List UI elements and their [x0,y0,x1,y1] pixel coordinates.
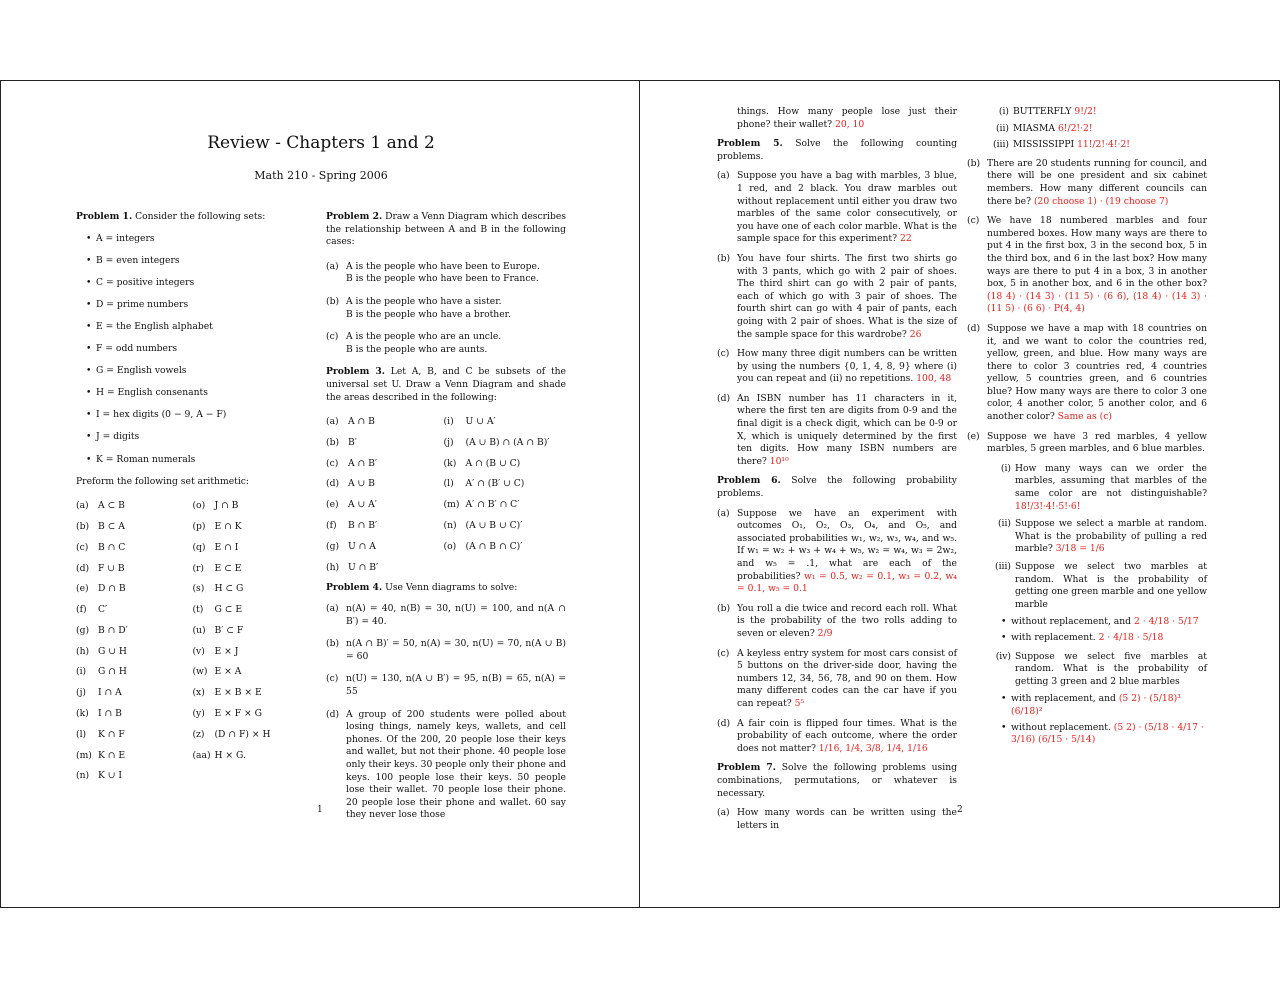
item-expression: (A ∩ B ∩ C)′ [465,540,523,552]
arith-item [76,500,192,513]
arith-item [192,521,301,534]
problem-item: (b) There are 20 students running for council, and there will be one president and six cabinet members. How many different councils can there be? (20 choose 1) · (19 choose 7) [967,157,1207,207]
answer: 5⁵ [794,697,805,709]
venn-case [326,331,566,356]
case-line-b: B is the people who have been to France. [346,273,539,285]
bullet: • [86,343,92,355]
problems-5-7 [717,106,957,839]
item-label: (j) [76,687,87,699]
case-text [346,331,566,356]
answer: w₁ = 0.5, w₂ = 0.1, w₃ = 0.2, w₄ = 0.1, w₅ = 0.1 [737,570,958,595]
item-expression: H × G. [214,749,246,761]
set-definition: C = positive integers [96,276,195,288]
problem-intro: Let A, B, and C be subsets of the universal set U. Draw a Venn Diagram and shade the areas described in the following: [326,366,566,403]
arith-item [76,666,192,679]
item-label: (w) [192,666,208,678]
item-label: (l) [443,478,454,490]
item-label: (f) [76,604,87,616]
item-expression: E ⊂ E [214,562,242,574]
arith-item [76,542,192,555]
problem-intro: Solve the following counting problems. [717,138,957,162]
set-definition: B = even integers [96,254,180,266]
item-label: (z) [192,728,205,740]
arith-item [192,500,301,513]
problem-item: (a) How many words can be written using the letters in [717,807,957,831]
shade-item [444,499,566,512]
item-expression: C′ [98,604,108,616]
item-expression: I ∩ A [98,687,122,699]
answer: (18 4) · (14 3) · (11 5) · (6 6), [987,290,1130,302]
set-item [86,299,301,312]
bullet: • [86,365,92,377]
item-label: (a) [76,500,89,512]
shade-item [326,478,444,491]
item-label: (h) [326,561,340,573]
item-text: n(A ∩ B)′ = 50, n(A) = 30, n(U) = 70, n(A ∪ B) = 60 [346,638,566,662]
set-item [86,454,301,467]
arith-item [192,729,301,742]
problem-heading: Problem 3. [326,366,385,378]
item-expression: G ⊂ E [214,604,243,616]
word-line [1013,123,1207,136]
item-label: (b) [326,295,340,307]
set-item [86,233,301,246]
answer: 3/18 = 1/6 [1055,543,1105,555]
arith-item [76,646,192,659]
item-expression: U ∩ A [348,540,376,552]
item-expression: U ∪ A′ [465,416,496,428]
item-expression: K ∩ E [98,749,126,761]
item-expression: A ∩ B′ [348,457,378,469]
problem-heading: Problem 1. [76,211,133,222]
shade-item [444,520,566,533]
set-definition: F = odd numbers [96,343,178,355]
item-expression: A ∩ B [348,416,375,428]
venn-problem [326,673,566,698]
answer: (18 4) · (14 3) · (11 5) · (6 6) · P(4, 4) [987,290,1207,315]
item-expression: D ∩ B [98,583,126,595]
answer: 6!/2!·2! [1057,122,1093,134]
problem-intro: Solve the following probability problems. [717,475,957,500]
item-label: (c) [76,541,89,553]
item-label: (m) [443,499,460,511]
problem-item: (d) An ISBN number has 11 characters in it, where the first ten are digits from 0-9 and the final digit is a check digit, which can be 0-9 or X, which is uniquely determined by the first ten digits. How many ISBN numbers are there? 10¹⁰ [717,392,957,467]
bullet: • [86,298,92,310]
arith-item [192,625,301,638]
answer: 2 · 4/18 · 5/17 [1133,616,1199,628]
item-expression: F ∪ B [98,562,125,574]
problem-heading: Problem 6. [717,475,781,487]
item-label: (a) [326,260,339,272]
item-label: (a) [326,416,339,428]
answer: 18!/3!·4!·5!·6! [1015,500,1081,512]
problem-item: (a) Suppose you have a bag with marbles, 3 blue, 1 red, and 2 black. You draw marbles out without replacement until either you draw two marbles of the same color consecutively, or you have one of each color marble. What is the sample space for this experiment? 22 [717,170,957,245]
answer: 20, 10 [835,118,865,130]
continued-text: things. How many people lose just their phone? their wallet? [737,106,957,130]
problem-intro: Use Venn diagrams to solve: [385,582,518,594]
item-label: (b) [326,638,340,650]
arith-item [76,521,192,534]
set-list [76,233,301,467]
word: BUTTERFLY [1013,106,1072,117]
set-item [86,409,301,422]
item-label: (f) [326,520,337,532]
item-expression: E × J [214,645,239,657]
case-text [346,261,566,286]
item-label: (k) [76,708,89,720]
problem-item: (b) You roll a die twice and record each roll. What is the probability of the two rolls adding to seven or eleven? 2/9 [717,602,957,639]
problem-item: (d) Suppose we have a map with 18 countries on it, and we want to color the countries red, yellow, green, and blue. How many ways are there to color 3 countries red, 4 countries yellow, 5 countries green, and 6 countries blue? How many ways are there to color 3 one color, 4 another color, 5 another color, and 6 another color? Same as (c) [967,322,1207,423]
answer: 100, 48 [916,373,952,385]
item-expression: A′ ∩ (B′ ∪ C) [465,478,525,490]
item-expression: E ∩ I [214,541,239,553]
bullet: • [86,232,92,244]
item-expression: (A ∪ B ∪ C)′ [465,520,523,532]
item-label: (e) [326,499,339,511]
arith-item [192,542,301,555]
item-expression: A ∩ (B ∪ C) [465,457,521,469]
arith-item [76,708,192,721]
item-text: n(A) = 40, n(B) = 30, n(U) = 100, and n(A ∩ B′) = 40. [346,602,566,627]
item-label: (x) [192,687,205,699]
item-label: (n) [76,770,90,782]
bullet: • [86,387,92,399]
item-expression: K ∪ I [98,770,123,782]
venn-problem [326,638,566,663]
set-definition: G = English vowels [96,365,187,377]
problem-item: (c) A keyless entry system for most cars consist of 5 buttons on the driver-side door, having the numbers 12, 34, 56, 78, and 90 on them. How many different codes can the car have if you can repeat? 5⁵ [717,647,957,709]
item-label: (r) [192,562,205,574]
arith-item [76,687,192,700]
bullet: • [86,276,92,288]
arith-item [192,750,301,763]
item-label: (q) [192,541,206,553]
venn-problem [326,709,566,822]
bullet: • [86,453,92,465]
arith-item [76,729,192,742]
item-label: (g) [76,624,90,636]
item-label: (c) [326,673,339,685]
set-definition: H = English consenants [96,387,208,399]
page-number: 2 [957,805,963,815]
bullet: • [86,409,92,421]
venn-case [326,296,566,321]
item-text: n(U) = 130, n(A ∪ B′) = 95, n(B) = 65, n(A) = 55 [346,673,566,697]
answer: (5 2) · (5/18)³ (6/18)² [1011,693,1181,717]
word-item [985,139,1207,152]
item-expression: (A ∪ B) ∩ (A ∩ B)′ [465,436,550,448]
answer: 22 [899,233,912,245]
item-expression: H ⊂ G [214,583,244,595]
set-definition: E = the English alphabet [96,320,213,332]
problem-intro: Draw a Venn Diagram which describes the relationship between A and B in the following cases: [326,211,566,248]
shade-item [326,562,444,575]
word-item [985,123,1207,136]
answer: 2 · 4/18 · 5/18 [1098,631,1164,643]
problem-heading: Problem 5. [717,138,783,150]
item-label: (c) [326,331,339,343]
item-label: (g) [326,540,340,552]
item-expression: B ⊂ A [98,521,125,532]
page-number: 1 [317,805,323,815]
item-expression: B′ [348,436,357,448]
item-expression: U ∩ B′ [348,561,379,573]
arith-item [76,750,192,763]
item-label: (ii) [995,122,1009,134]
item-expression: I ∩ B [98,708,122,720]
item-label: (a) [326,602,339,614]
word-line [1013,139,1207,152]
shade-item [326,520,444,533]
item-label: (d) [326,708,340,720]
arith-list-right [192,500,301,791]
page-2 [639,80,1280,908]
item-label: (b) [76,521,90,532]
item-expression: J ∩ B [214,500,239,512]
arith-item [192,563,301,576]
item-expression: G ∪ H [98,645,127,657]
item-expression: B ∩ C [98,541,126,553]
shade-list-left [326,416,444,582]
set-item [86,277,301,290]
shade-item [444,541,566,554]
answer: 10¹⁰ [769,455,789,467]
arith-item [76,625,192,638]
item-expression: K ∩ F [98,728,125,740]
problem-item: (e) Suppose we have 3 red marbles, 4 yellow marbles, 5 green marbles, and 6 blue marbles. [967,430,1207,455]
set-item [86,343,301,356]
item-label: (d) [76,562,90,574]
shade-item [444,437,566,450]
venn-problems [326,603,566,822]
item-expression: B ∩ B′ [348,520,378,532]
set-item [86,255,301,268]
arith-item [192,708,301,721]
bullet: • [86,254,92,266]
case-text [346,296,566,321]
item-label: (k) [443,457,457,469]
arith-item [192,666,301,679]
answer: 11!/2!·4!·2! [1077,139,1130,151]
problems-2-4 [326,211,566,832]
item-label: (l) [76,728,87,740]
item-label: (aa) [192,749,211,761]
problem-item: (c) How many three digit numbers can be written by using the numbers {0, 1, 4, 8, 9} where (i) you can repeat and (ii) no repetitions. 100, 48 [717,348,957,385]
answer: (5 2) · (5/18 · 4/17 · 3/16) (6/15 · 5/14) [1011,721,1204,746]
item-expression: A ∪ B [348,478,375,490]
problem-item: (c) We have 18 numbered marbles and four numbered boxes. How many ways are there to put 4 in the first box, 3 in the second box, 5 in the third box, and 6 in the last box? How many ways are there to put 4 in a box, 3 in another box, 5 in another box, and 6 in the other box? (18 4) · (14 3) · (11 5) · (6 6), (18 4) · (14 3) · (11 5) · (6 6) · P(4, 4) [967,215,1207,315]
item-label: (o) [443,540,457,552]
set-item [86,365,301,378]
arith-item [192,604,301,617]
arith-item [76,770,192,783]
item-expression: E × F × G [214,708,262,720]
answer: (20 choose 1) · (19 choose 7) [1033,195,1169,207]
problem-heading: Problem 7. [717,762,776,774]
set-definition: K = Roman numerals [96,453,196,465]
item-label: (i) [443,416,454,428]
item-label: (o) [192,500,206,512]
item-label: (d) [326,478,340,490]
arith-item [76,563,192,576]
item-text: A group of 200 students were polled about losing things, namely keys, wallets, and cell phones. Of the 200, 20 people lose their keys and wallet, but not their phone. 40 people lose only their keys. 30 people only their phone and keys. 100 people lose their keys. 50 people lose their wallet. 70 people lose their phone. 20 people lose their phone and wallet. 60 say they never lose those [346,708,566,821]
item-label: (i) [998,106,1009,117]
item-expression: B′ ⊂ F [214,624,244,636]
case-line-a: A is the people who have a sister. [346,295,502,307]
item-label: (e) [76,583,89,595]
arith-item [76,583,192,596]
item-label: (iii) [993,139,1009,151]
bullet: • [86,431,92,443]
item-expression: E × A [214,666,242,678]
arith-item [192,583,301,596]
item-label: (t) [192,604,204,616]
answer: 9!/2! [1074,106,1097,117]
problem-item: (d) A fair coin is flipped four times. What is the probability of each outcome, where the order does not matter? 1/16, 1/4, 3/8, 1/4, 1/16 [717,717,957,754]
problem-1 [76,211,301,791]
shade-item [444,416,566,429]
item-expression: E × B × E [214,687,262,699]
answer: 1/16, 1/4, 3/8, 1/4, 1/16 [818,742,928,754]
item-label: (b) [326,436,340,448]
case-line-b: B is the people who have a brother. [346,308,511,320]
problem-item: (a) Suppose we have an experiment with outcomes O₁, O₂, O₃, O₄, and O₅, and associated probabilities w₁, w₂, w₃, w₄, and w₅. If w₁ = w₂ + w₃ + w₄ + w₅, w₂ = w₄, w₃ = 2w₂, and w₅ = .1, what are each of the probabilities? w₁ = 0.5, w₂ = 0.1, w₃ = 0.2, w₄ = 0.1, w₅ = 0.1 [717,507,958,595]
arith-intro: Preform the following set arithmetic: [76,475,249,487]
problem-7-continued [967,106,1207,750]
shade-list-right [444,416,566,582]
item-label: (u) [192,624,206,636]
page-title: Review - Chapters 1 and 2 [207,133,435,153]
item-label: (y) [192,708,205,720]
item-expression: (D ∩ F) × H [214,728,271,740]
word-list [967,106,1207,152]
item-expression: A ⊂ B [98,500,125,512]
problem-heading: Problem 4. [326,582,383,594]
shade-item [444,478,566,491]
arith-item [192,687,301,700]
set-definition: A = integers [96,232,155,244]
item-label: (s) [192,583,205,595]
case-line-b: B is the people who are aunts. [346,343,488,355]
item-expression: E ∩ K [214,521,242,532]
item-label: (i) [76,666,87,678]
set-item [86,321,301,334]
shade-item [326,541,444,554]
arith-list-left [76,500,192,791]
item-label: (v) [192,645,205,657]
venn-problem [326,603,566,628]
page-1 [0,80,640,908]
shade-item [326,416,444,429]
problem-intro: Consider the following sets: [135,211,266,222]
item-expression: G ∩ H [98,666,127,678]
shade-item [326,458,444,471]
answer: 2/9 [817,627,833,639]
set-definition: D = prime numbers [96,298,189,310]
answer: Same as (c) [1057,411,1112,423]
bullet: • [86,320,92,332]
case-line-a: A is the people who have been to Europe. [346,260,540,272]
shade-item [326,499,444,512]
item-expression: A ∪ A′ [348,499,377,511]
word: MIASMA [1013,122,1056,134]
problem-item: (b) You have four shirts. The first two shirts go with 3 pants, which go with 2 pair of shoes. The third shirt can go with 2 pair of pants, each of which go with 3 pair of shoes. The fourth shirt can go with 4 pair of pants, each going with 2 pair of shoes. What is the size of the sample space for this wardrobe? 26 [717,252,957,340]
item-expression: A′ ∩ B′ ∩ C′ [465,499,520,511]
shade-item [444,458,566,471]
venn-cases [326,261,566,357]
item-label: (h) [76,645,90,657]
item-label: (j) [443,436,454,448]
shade-item [326,437,444,450]
set-definition: J = digits [96,431,140,443]
problem-intro: Solve the following problems using combinations, permutations, or whatever is necessary. [717,762,958,799]
set-definition: I = hex digits (0 − 9, A − F) [96,409,227,421]
page-subtitle: Math 210 - Spring 2006 [254,169,388,182]
word-line [1013,106,1207,119]
problem-heading: Problem 2. [326,211,383,222]
case-line-a: A is the people who are an uncle. [346,331,502,343]
item-expression: B ∩ D′ [98,624,128,636]
item-label: (n) [443,520,457,532]
set-item [86,387,301,400]
arith-item [76,604,192,617]
word-item [985,106,1207,119]
set-item [86,431,301,444]
item-label: (c) [326,457,339,469]
venn-case [326,261,566,286]
subquestions: (i) How many ways can we order the marbles, assuming that marbles of the same color are not distinguishable? 18!/3!·4!·5!·6! (ii) Suppose we select a marble at random. What is the probability of pulling a red marble? 3/18 = 1/6 (iii) Suppose we select two marbles at random. What is the probability of getting one green marble and one yellow marble • without replacement, and 2 · 4/18 · 5/17 • with replacement. 2 · 4/18 · 5/18 (iv) Suppose we select five marbles at random. What is the probability of getting 3 green and 2 blue marbles • with replacement, and (5 2) · (5/18)³ (6/18)² • without replacement. (5 2) · (5/18 · 4/17 · 3/16) (6/15 · 5/14) [995,462,1207,746]
item-label: (m) [76,749,92,761]
answer: 26 [909,328,922,340]
word: MISSISSIPPI [1013,139,1075,151]
item-label: (p) [192,521,206,532]
arith-item [192,646,301,659]
